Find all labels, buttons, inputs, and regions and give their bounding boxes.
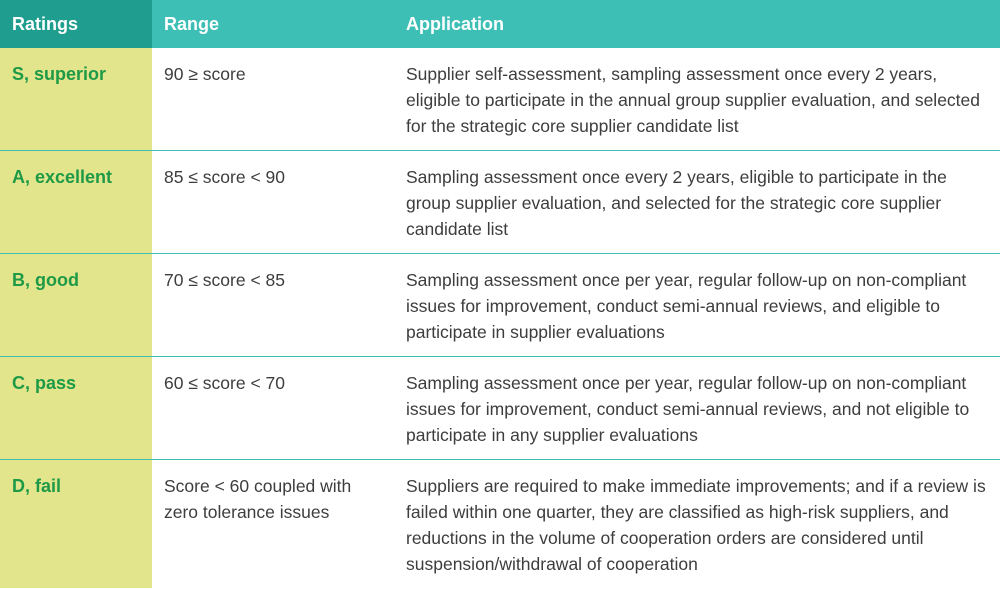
table-row <box>0 460 1000 589</box>
range-cell: 60 ≤ score < 70 <box>152 357 394 460</box>
rating-cell: C, pass <box>0 357 152 460</box>
table-body <box>0 48 1000 588</box>
rating-cell: A, excellent <box>0 151 152 254</box>
range-cell: Score < 60 coupled with zero tolerance issues <box>164 476 352 522</box>
range-cell: 90 ≥ score <box>152 48 394 151</box>
range-header: Range <box>152 0 394 48</box>
table-header <box>0 0 1000 48</box>
range-cell: 85 ≤ score < 90 <box>152 151 394 254</box>
application-cell: Supplier self-assessment, sampling assessment once every 2 years, eligible to participate in the annual group supplier evaluation, and selected for the strategic core supplier candidate list <box>394 48 1000 151</box>
range-cell: 70 ≤ score < 85 <box>152 254 394 357</box>
application-cell: Sampling assessment once per year, regular follow-up on non-compliant issues for improvement, conduct semi-annual reviews, and eligible to participate in supplier evaluations <box>394 254 1000 357</box>
application-cell: Sampling assessment once per year, regular follow-up on non-compliant issues for improvement, conduct semi-annual reviews, and not eligible to participate in any supplier evaluations <box>394 357 1000 460</box>
rating-cell: D, fail <box>0 460 152 589</box>
rating-cell: B, good <box>0 254 152 357</box>
table-row <box>0 357 1000 460</box>
application-header: Application <box>394 0 1000 48</box>
application-cell: Suppliers are required to make immediate improvements; and if a review is failed within one quarter, they are classified as high-risk suppliers, and reductions in the volume of cooperation orders are considered until suspension/withdrawal of cooperation <box>406 476 986 574</box>
table-row <box>0 151 1000 254</box>
rating-cell: S, superior <box>0 48 152 151</box>
application-cell: Sampling assessment once every 2 years, eligible to participate in the group supplier evaluation, and selected for the strategic core supplier candidate list <box>394 151 1000 254</box>
ratings-header: Ratings <box>0 0 152 48</box>
table-row <box>0 254 1000 357</box>
header-row <box>0 0 1000 48</box>
table-row <box>0 48 1000 151</box>
